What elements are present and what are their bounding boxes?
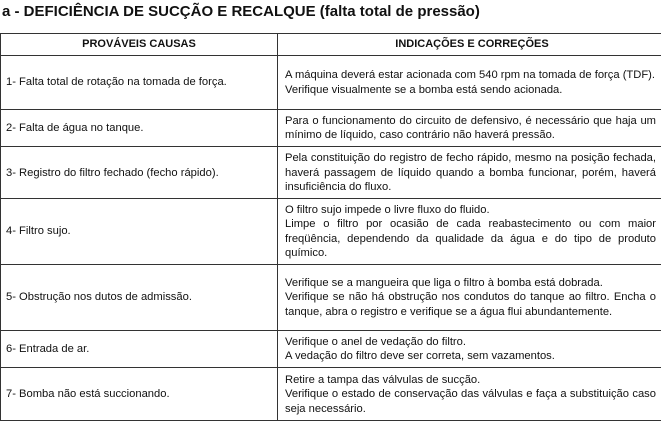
cause-cell: 3- Registro do filtro fechado (fecho rápido). [1,147,278,199]
table-row [1,368,661,421]
fix-line: Retire a tampa das válvulas de sucção. [285,374,481,387]
table-header-row [1,34,661,56]
fix-line: O filtro sujo impede o livre fluxo do fluido. [285,204,490,217]
fix-line: A máquina deverá estar acionada com 540 rpm na tomada de força (TDF). [285,69,655,82]
fix-line: Pela constituição do registro de fecho rápido, mesmo na posição fechada, haverá passagem de líquido quando a bomba funcionar, porém, haverá insuficiência do fluxo. [285,152,656,193]
table-row [1,265,661,331]
section-title: a - DEFICIÊNCIA DE SUCÇÃO E RECALQUE (falta total de pressão) [2,3,480,20]
header-fixes: INDICAÇÕES E CORREÇÕES [278,34,661,56]
fix-line: Verifique o estado de conservação das válvulas e faça a substituição caso seja necessário. [285,388,656,415]
fix-cell [278,56,661,110]
fix-line: Verifique se não há obstrução nos condutos do tanque ao filtro. Encha o tanque, abra o registro e verifique se a água flui abundantemente. [285,291,656,318]
table-row [1,147,661,199]
cause-cell: 2- Falta de água no tanque. [1,110,278,147]
troubleshooting-table [0,33,661,421]
cause-cell: 6- Entrada de ar. [1,331,278,368]
table-row [1,199,661,265]
fix-cell [278,147,661,199]
fix-cell [278,110,661,147]
cause-cell: 5- Obstrução nos dutos de admissão. [1,265,278,331]
table-row [1,331,661,368]
header-causes: PROVÁVEIS CAUSAS [1,34,278,56]
cause-cell: 4- Filtro sujo. [1,199,278,265]
fix-line: Verifique visualmente se a bomba está sendo acionada. [285,83,563,96]
table-row [1,56,661,110]
fix-cell [278,331,661,368]
fix-line: Limpe o filtro por ocasião de cada reabastecimento ou com maior freqüência, dependendo da qualidade da água e do tipo de produto químico. [285,218,656,259]
cause-cell: 1- Falta total de rotação na tomada de força. [1,56,278,110]
fix-line: Para o funcionamento do circuito de defensivo, é necessário que haja um mínimo de líquido, caso contrário não haverá pressão. [285,115,656,142]
fix-line: Verifique se a mangueira que liga o filtro à bomba está dobrada. [285,277,603,290]
fix-cell [278,368,661,421]
cause-cell: 7- Bomba não está succionando. [1,368,278,421]
fix-line: Verifique o anel de vedação do filtro. [285,336,466,349]
table-row [1,110,661,147]
fix-cell [278,199,661,265]
fix-line: A vedação do filtro deve ser correta, sem vazamentos. [285,350,555,363]
fix-cell [278,265,661,331]
